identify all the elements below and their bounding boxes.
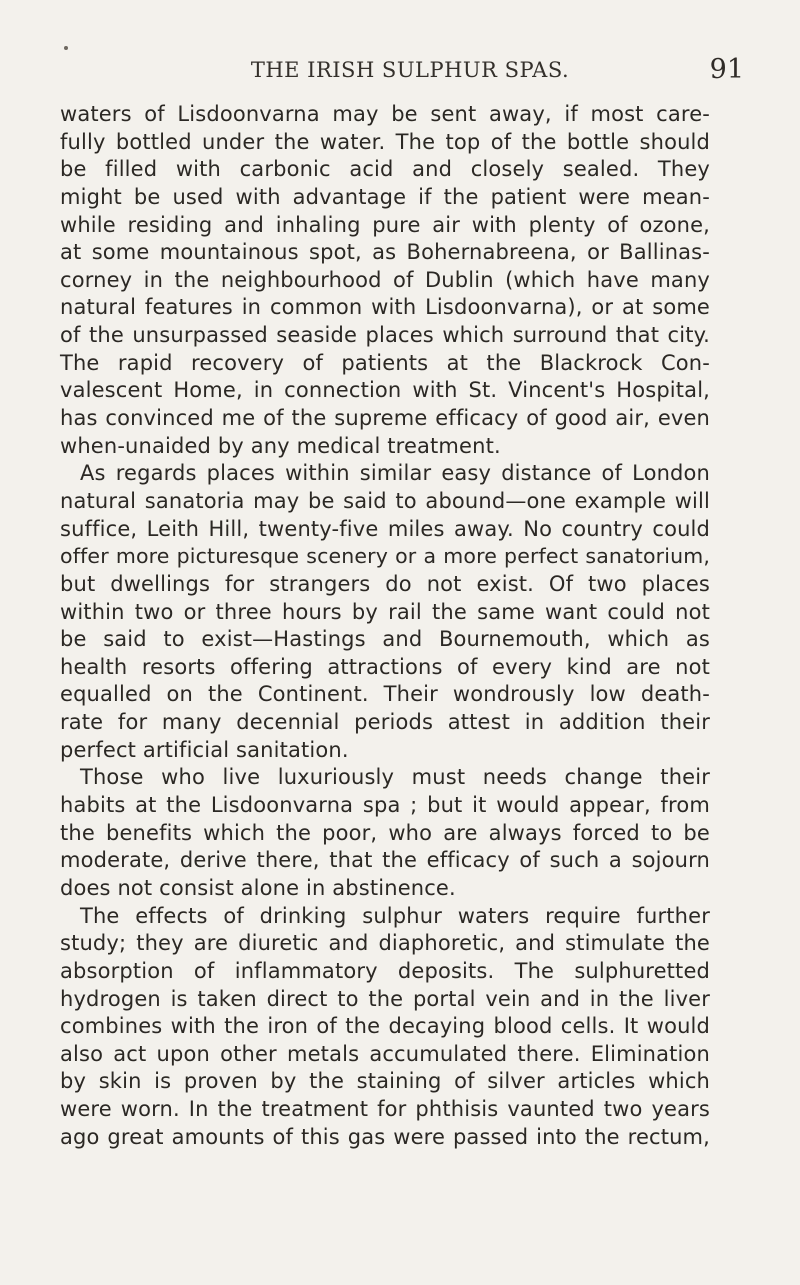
text-line: natural features in common with Lisdoonvarna), or at some [60,295,710,320]
text-line: ago great amounts of this gas were passed into the rectum, [60,1124,710,1149]
body-text [60,101,710,1151]
text-line: natural sanatoria may be said to abound—one example will [60,488,710,513]
text-line: The rapid recovery of patients at the Blackrock Con- [60,350,710,375]
text-line: does not consist alone in abstinence. [60,875,456,900]
text-line: within two or three hours by rail the same want could not [60,599,710,624]
text-line: when-unaided by any medical treatment. [60,433,501,458]
text-line: be filled with carbonic acid and closely sealed. They [60,157,710,182]
text-line: moderate, derive there, that the efficacy of such a sojourn [60,848,710,873]
text-line: offer more picturesque scenery or a more perfect sanatorium, [60,544,710,569]
running-head: THE IRISH SULPHUR SPAS. [250,58,570,82]
text-line: also act upon other metals accumulated there. Elimination [60,1041,710,1066]
text-line: absorption of inflammatory deposits. The sulphuretted [60,958,710,983]
text-line: waters of Lisdoonvarna may be sent away, if most care- [60,102,710,126]
text-line: but dwellings for strangers do not exist. Of two places [60,571,710,596]
text-line: might be used with advantage if the patient were mean- [60,184,710,209]
text-line: the benefits which the poor, who are always forced to be [60,820,710,845]
text-line: by skin is proven by the staining of silver articles which [60,1069,710,1094]
text-line: fully bottled under the water. The top of the bottle should [60,129,710,154]
text-line: at some mountainous spot, as Bohernabreena, or Ballinas- [60,240,710,265]
text-line: be said to exist—Hastings and Bournemouth, which as [60,627,710,652]
text-line: corney in the neighbourhood of Dublin (which have many [60,267,710,292]
text-line: As regards places within similar easy distance of London [80,461,710,486]
text-line: valescent Home, in connection with St. Vincent's Hospital, [60,378,710,403]
text-line: combines with the iron of the decaying blood cells. It would [60,1014,710,1039]
text-line: The effects of drinking sulphur waters require further [80,903,710,928]
text-line: study; they are diuretic and diaphoretic, and stimulate the [60,931,710,956]
page-header [60,54,760,94]
text-line: were worn. In the treatment for phthisis vaunted two years [60,1097,710,1122]
text-line: of the unsurpassed seaside places which surround that city. [60,323,710,348]
text-line: habits at the Lisdoonvarna spa ; but it would appear, from [60,793,710,818]
page-number: 91 [709,54,744,85]
paper-speck [64,46,68,50]
text-line: health resorts offering attractions of every kind are not [60,654,710,679]
text-line: has convinced me of the supreme efficacy of good air, even [60,406,710,431]
text-line: hydrogen is taken direct to the portal vein and in the liver [60,986,710,1011]
text-line: rate for many decennial periods attest in addition their [60,710,710,735]
text-line: suffice, Leith Hill, twenty-five miles away. No country could [60,516,710,541]
text-line: equalled on the Continent. Their wondrously low death- [60,682,710,707]
text-line: Those who live luxuriously must needs change their [80,765,710,790]
text-line: while residing and inhaling pure air with plenty of ozone, [60,212,710,237]
text-line: perfect artificial sanitation. [60,737,349,762]
